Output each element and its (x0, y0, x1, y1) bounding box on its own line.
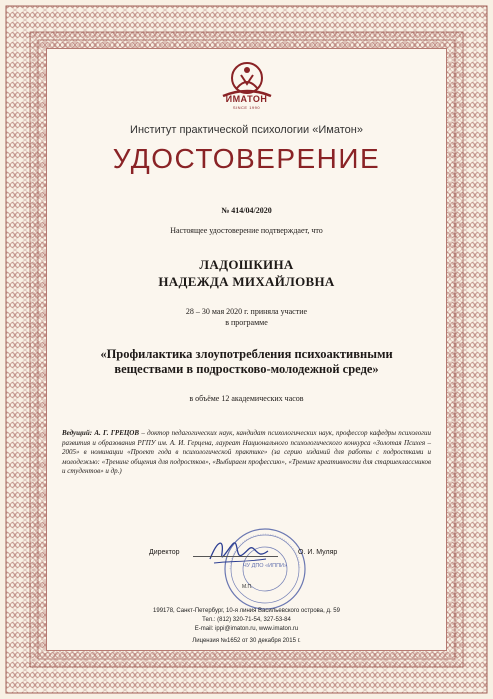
participation-program-label: в программе (225, 318, 268, 327)
person-given-name: НАДЕЖДА МИХАЙЛОВНА (158, 274, 335, 289)
footer-phone: Тел.: (812) 320-71-54, 327-53-84 (202, 617, 291, 623)
director-label: Директор (149, 549, 180, 556)
stamp-place-label: М.П. (242, 584, 253, 590)
logo-since: SINCE 1990 (232, 105, 261, 110)
signature-icon (204, 535, 274, 569)
footer-email: E-mail: ippi@imaton.ru, www.imaton.ru (194, 626, 299, 632)
certificate-number: № 414/04/2020 (221, 206, 272, 215)
institute-name: Институт практической психологии «Иматон» (130, 124, 363, 136)
hours-text: в объёме 12 академических часов (189, 394, 304, 403)
leader-label: Ведущий: (62, 429, 93, 437)
leader-bio: – доктор педагогических наук, кандидат психологических наук, профессор кафедры психологии развития и образования РГПУ им. А. И. Герцена, лауреат Национального психологического конкурса «Золотая Психея – 2005» в номинации «Проект года в психологической практике» (за серию изданий для работы с подростками и молодежью: «Тренинг общения для подростков», «Выбираем профессию», «Тренинг креативности для старшеклассников и студентов» и др.) (62, 429, 432, 476)
footer-address: 199178, Санкт-Петербург, 10-я линия Васильевского острова, д. 59 (153, 608, 340, 614)
program-title-line-1: «Профилактика злоупотребления психоактивными (100, 347, 393, 361)
director-name: О. И. Муляр (298, 549, 338, 556)
program-title-line-2: веществами в подростково-молодежной среде» (114, 362, 379, 376)
certificate-content (46, 48, 447, 651)
footer-license: Лицензия №1652 от 30 декабря 2015 г. (192, 638, 301, 644)
leader-description (62, 429, 431, 477)
stamp-text: ЧУ ДПО «ИППИ» (242, 563, 288, 569)
person-surname: ЛАДОШКИНА (199, 257, 294, 272)
confirm-text: Настоящее удостоверение подтверждает, что (170, 226, 323, 235)
signature-line (193, 556, 278, 557)
participation-dates: 28 – 30 мая 2020 г. приняла участие (185, 307, 308, 316)
document-title: УДОСТОВЕРЕНИЕ (112, 143, 381, 174)
leader-name: А. Г. ГРЕЦОВ (94, 429, 140, 437)
logo-name: ИМАТОН (225, 94, 268, 104)
